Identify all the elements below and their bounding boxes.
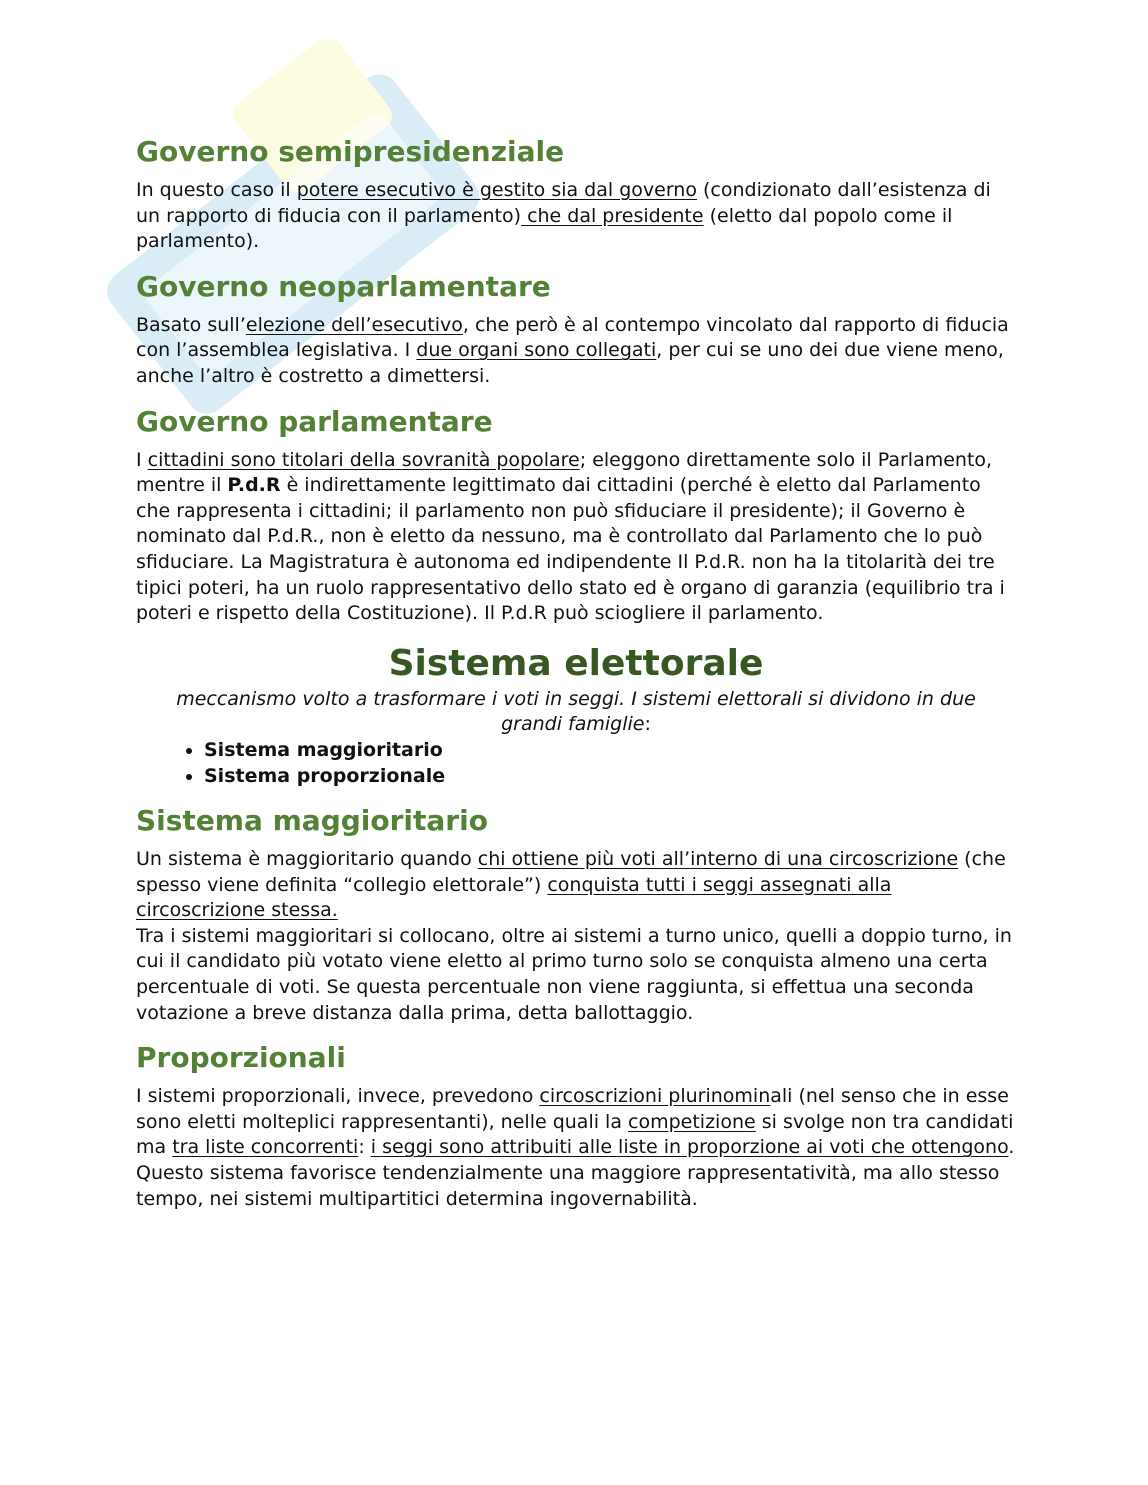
paragraph-neoparlamentare: Basato sull’elezione dell’esecutivo, che però è al contempo vincolato dal rapporto di fiducia con l’assemblea legislativa. I due organi sono collegati, per cui se uno dei due viene meno, anche l’altro è costretto a dimettersi. xyxy=(136,313,1009,387)
paragraph-semipresidenziale: In questo caso il potere esecutivo è gestito sia dal governo (condizionato dall’esistenza di un rapporto di fiducia con il parlamento) che dal presidente (eletto dal popolo come il parlamento). xyxy=(136,179,991,253)
list-item: • Sistema maggioritario xyxy=(204,738,1016,764)
paragraph-parlamentare: I cittadini sono titolari della sovranità popolare; eleggono direttamente solo il Parlamento, mentre il P.d.R è indirettamente legittimato dai cittadini (perché è eletto dal Parlamento che rappresenta i cittadini; il parlamento non può sfiduciare il presidente); il Governo è nominato dal P.d.R., non è eletto da nessuno, ma è controllato dal Parlamento che lo può sfiduciare. La Magistratura è autonoma ed indipendente Il P.d.R. non ha la titolarità dei tre tipici poteri, ha un ruolo rappresentativo dello stato ed è organo di garanzia (equilibrio tra i poteri e rispetto della Costituzione). Il P.d.R può sciogliere il parlamento. xyxy=(136,448,1005,625)
subtitle-sistema-elettorale: meccanismo volto a trasformare i voti in seggi. I sistemi elettorali si dividono in due grandi famiglie: xyxy=(176,687,976,736)
heading-semipresidenziale: Governo semipresidenziale xyxy=(136,135,565,168)
heading-maggioritario: Sistema maggioritario xyxy=(136,804,488,838)
heading-sistema-elettorale: Sistema elettorale xyxy=(388,642,764,684)
paragraph-proporzionali: I sistemi proporzionali, invece, prevedono circoscrizioni plurinominali (nel senso che in esse sono eletti molteplici rappresentanti), nelle quali la competizione si svolge non tra candidati ma tra liste concorrenti: i seggi sono attribuiti alle liste in proporzione ai voti che ottengono. Questo sistema favorisce tendenzialmente una maggiore rappresentatività, ma allo stesso tempo, nei sistemi multipartitici determina ingovernabilità. xyxy=(136,1085,1015,1210)
document-page xyxy=(136,134,1016,1226)
paragraph-maggioritario-2: Tra i sistemi maggioritari si collocano, oltre ai sistemi a turno unico, quelli a doppio turno, in cui il candidato più votato viene eletto al primo turno solo se conquista almeno una certa percentuale di voti. Se questa percentuale non viene raggiunta, si effettua una seconda votazione a breve distanza dalla prima, detta ballottaggio. xyxy=(136,924,1012,1024)
heading-parlamentare: Governo parlamentare xyxy=(136,404,493,438)
heading-proporzionali: Proporzionali xyxy=(136,1041,346,1075)
list-item: • Sistema proporzionale xyxy=(204,764,1016,790)
paragraph-maggioritario: Un sistema è maggioritario quando chi ottiene più voti all’interno di una circoscrizione (che spesso viene definita “collegio elettorale”) conquista tutti i seggi assegnati alla circoscrizione stessa. xyxy=(136,848,1006,922)
list-sistemi xyxy=(136,738,1016,789)
heading-neoparlamentare: Governo neoparlamentare xyxy=(136,269,551,303)
